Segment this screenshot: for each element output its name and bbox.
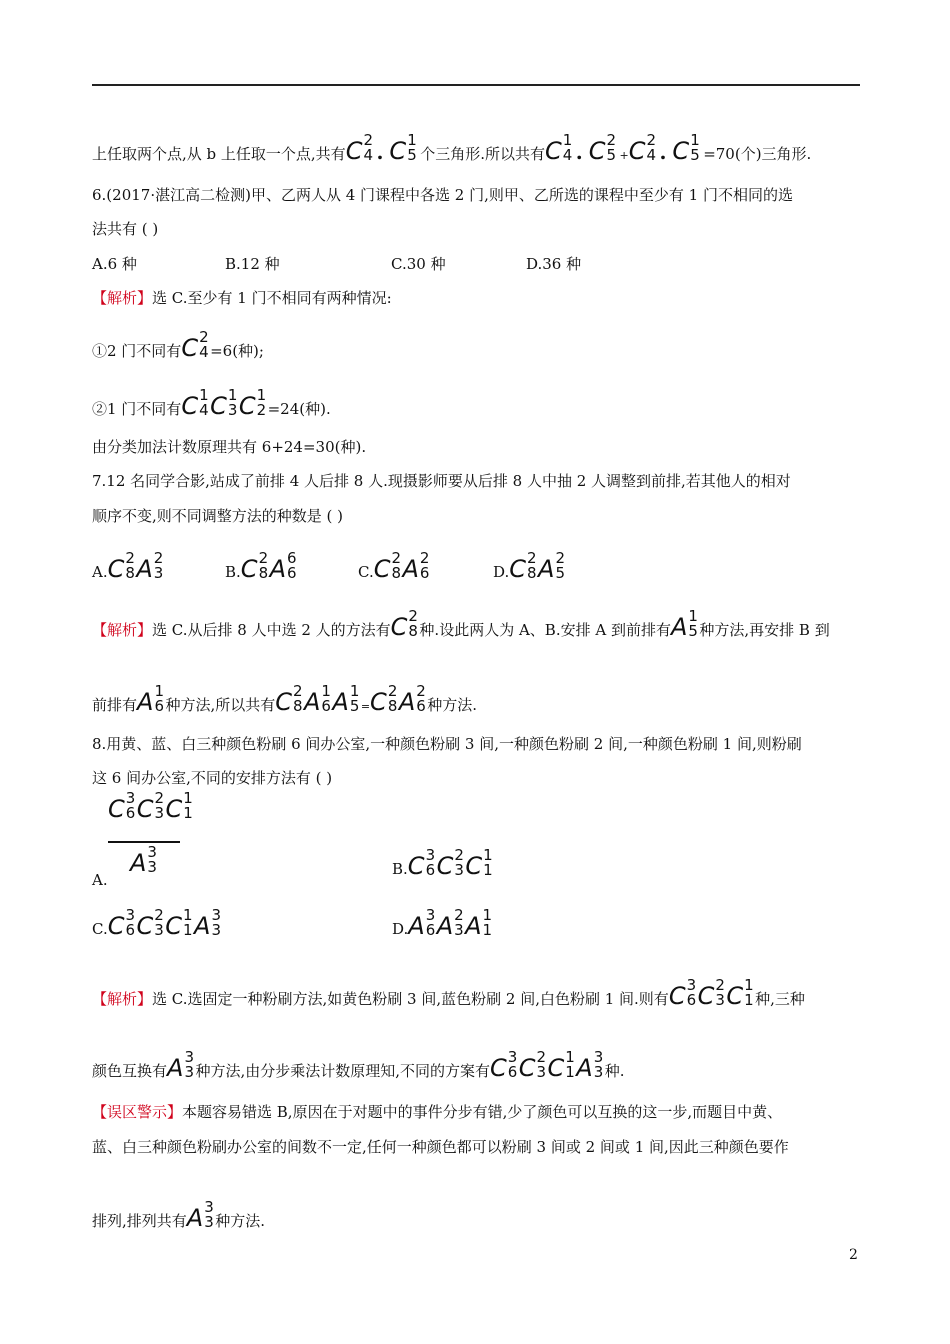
- warning-line1: 【误区警示】本题容易错选 B,原因在于对题中的事件分步有错,少了颜色可以互换的这一步,而题目中黄、: [92, 1103, 783, 1121]
- q6-option-b: B.12 种: [225, 255, 280, 273]
- q7-option-a: A.C 2 8 A 2 3: [92, 549, 164, 583]
- q7-option-c: C.C 2 8 A 2 6: [358, 549, 430, 583]
- q8-stem-line2: 这 6 间办公室,不同的安排方法有 ( ): [92, 769, 333, 787]
- q8-option-a-numerator: C 3 6 C 2 3 C 1 1: [108, 789, 193, 823]
- q7-option-b: B.C 2 8 A 6 6: [225, 549, 297, 583]
- q8-option-b: B.C 3 6 C 2 3 C 1 1: [392, 846, 493, 880]
- q8-analysis-line1: 【解析】选 C.选固定一种粉刷方法,如黄色粉刷 3 间,蓝色粉刷 2 间,白色粉刷 1 间.则有C 3 6 C 2 3 C 1 1 种,三种: [92, 976, 805, 1010]
- q8-option-a-label: A.: [92, 871, 108, 889]
- q7-stem-line2: 顺序不变,则不同调整方法的种数是 ( ): [92, 507, 344, 525]
- q6-stem-line2: 法共有 ( ): [92, 220, 159, 238]
- page-number: 2: [849, 1247, 858, 1263]
- warning-line2: 蓝、白三种颜色粉刷办公室的间数不一定,任何一种颜色都可以粉刷 3 间或 2 间或 1 间,因此三种颜色要作: [92, 1138, 789, 1156]
- warning-tag: 【误区警示】: [92, 1103, 183, 1121]
- analysis-tag: 【解析】: [92, 289, 153, 307]
- q6-option-d: D.36 种: [526, 255, 582, 273]
- header-rule: [92, 84, 860, 86]
- q7-analysis-line2: 前排有A 1 6 种方法,所以共有C 2 8 A 1 6 A 1 5 =C 2 8 A 2 6 种方法.: [92, 682, 478, 716]
- q6-analysis-line4: 由分类加法计数原理共有 6+24=30(种).: [92, 438, 367, 456]
- warning-line3: 排列,排列共有A 3 3 种方法.: [92, 1198, 265, 1232]
- q8-option-d: D.A 3 6 A 2 3 A 1 1: [392, 906, 493, 940]
- q6-analysis-line1: 【解析】选 C.至少有 1 门不相同有两种情况:: [92, 289, 392, 307]
- q6-option-a: A.6 种: [92, 255, 137, 273]
- q6-option-c: C.30 种: [391, 255, 446, 273]
- q7-stem-line1: 7.12 名同学合影,站成了前排 4 人后排 8 人.现摄影师要从后排 8 人中抽 2 人调整到前排,若其他人的相对: [92, 472, 791, 490]
- q7-analysis-line1: 【解析】选 C.从后排 8 人中选 2 人的方法有C 2 8 种.设此两人为 A、B.安排 A 到前排有A 1 5 种方法,再安排 B 到: [92, 607, 830, 641]
- prev-answer-line: 上任取两个点,从 b 上任取一个点,共有C 2 4 . C 1 5 个三角形.所以共有C 1 4 . C 2 5 +C 2 4 . C 1 5 =70(个)三角形.: [92, 131, 812, 165]
- q8-option-a-denominator: A 3 3: [130, 843, 157, 877]
- q7-option-d: D.C 2 8 A 2 5: [493, 549, 565, 583]
- q6-analysis-line3: ②1 门不同有C 1 4 C 1 3 C 1 2 =24(种).: [92, 386, 331, 420]
- fraction-bar: [108, 841, 180, 843]
- q8-analysis-line2: 颜色互换有A 3 3 种方法,由分步乘法计数原理知,不同的方案有C 3 6 C 2 3 C 1 1 A 3 3 种.: [92, 1048, 625, 1082]
- q6-stem-line1: 6.(2017·湛江高二检测)甲、乙两人从 4 门课程中各选 2 门,则甲、乙所选的课程中至少有 1 门不相同的选: [92, 186, 793, 204]
- q8-stem-line1: 8.用黄、蓝、白三种颜色粉刷 6 间办公室,一种颜色粉刷 3 间,一种颜色粉刷 2 间,一种颜色粉刷 1 间,则粉刷: [92, 735, 802, 753]
- q6-analysis-line2: ①2 门不同有C 2 4 =6(种);: [92, 328, 264, 362]
- q8-option-c: C.C 3 6 C 2 3 C 1 1 A 3 3: [92, 906, 221, 940]
